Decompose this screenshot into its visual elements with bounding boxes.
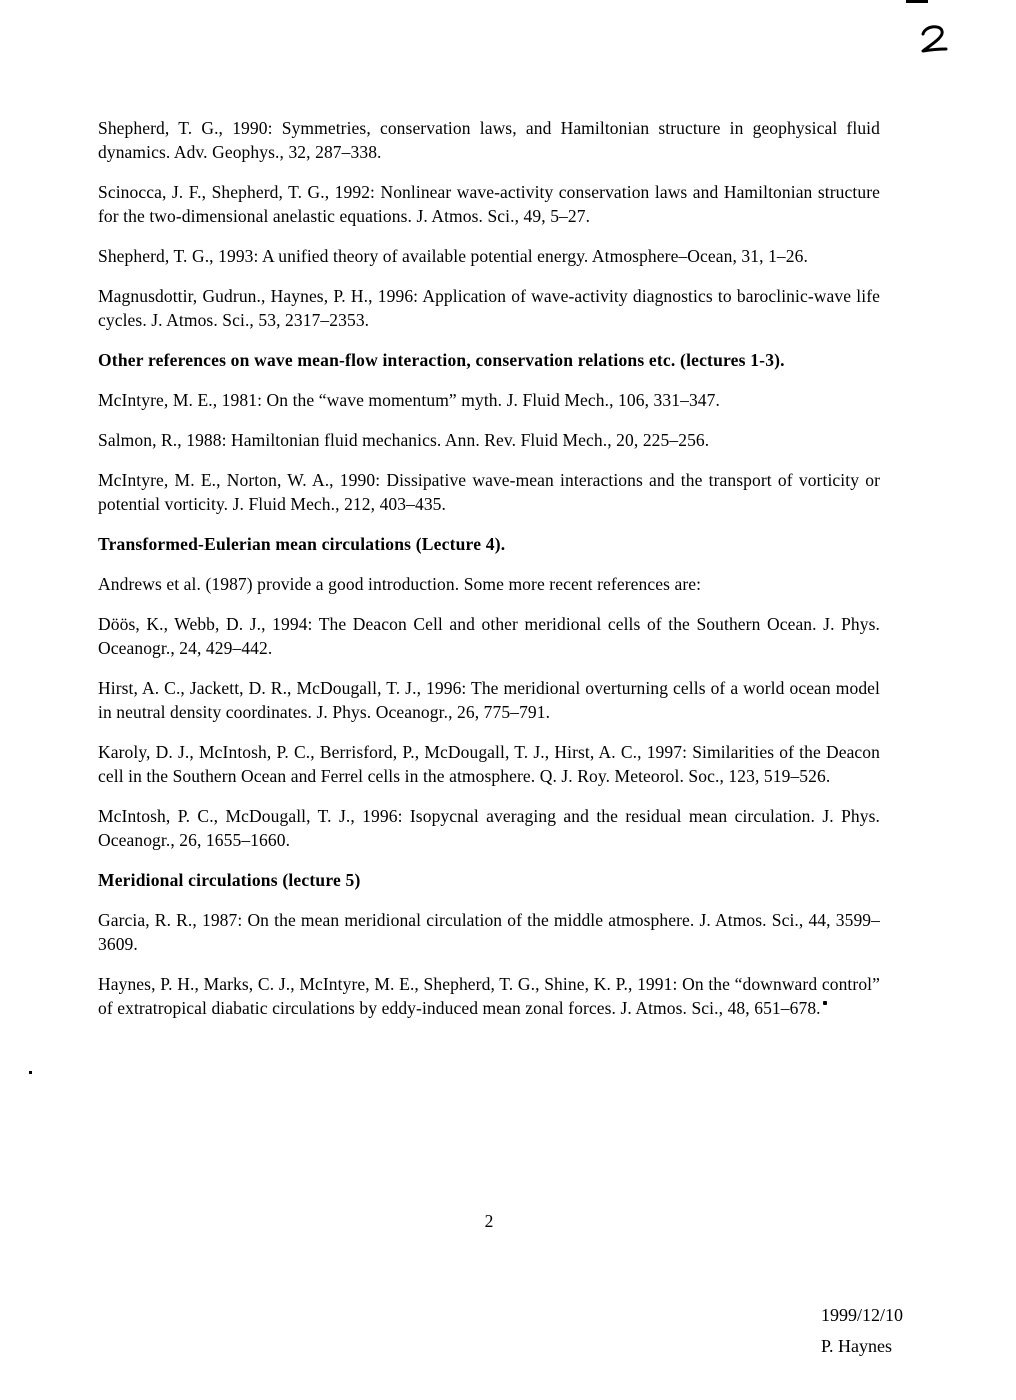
page-number: 2	[484, 1211, 494, 1231]
scan-artifact-speck	[29, 1071, 32, 1074]
handwritten-page-number	[916, 22, 954, 65]
reference-entry: Shepherd, T. G., 1993: A unified theory of available potential energy. Atmosphere–Ocean, 31, 1–26.	[98, 246, 808, 266]
scan-artifact-top-tick	[906, 0, 928, 3]
reference-list	[98, 116, 880, 1036]
reference-entry: Döös, K., Webb, D. J., 1994: The Deacon Cell and other meridional cells of the Southern Ocean. J. Phys. Oceanogr., 24, 429–442.	[98, 614, 880, 658]
reference-entry: Magnusdottir, Gudrun., Haynes, P. H., 1996: Application of wave-activity diagnostics to baroclinic-wave life cycles. J. Atmos. Sci., 53, 2317–2353.	[98, 286, 880, 330]
reference-entry: Salmon, R., 1988: Hamiltonian fluid mechanics. Ann. Rev. Fluid Mech., 20, 225–256.	[98, 430, 710, 450]
reference-entry: McIntyre, M. E., 1981: On the “wave momentum” myth. J. Fluid Mech., 106, 331–347.	[98, 390, 720, 410]
reference-entry: Scinocca, J. F., Shepherd, T. G., 1992: Nonlinear wave-activity conservation laws and Hamiltonian structure for the two-dimensional anelastic equations. J. Atmos. Sci., 49, 5–27.	[98, 182, 880, 226]
reference-entry: Hirst, A. C., Jackett, D. R., McDougall, T. J., 1996: The meridional overturning cells of a world ocean model in neutral density coordinates. J. Phys. Oceanogr., 26, 775–791.	[98, 678, 880, 722]
section-heading-other-references: Other references on wave mean-flow interaction, conservation relations etc. (lectures 1-3).	[98, 350, 785, 370]
handwritten-2-glyph	[916, 22, 954, 60]
section-heading-meridional-circulations: Meridional circulations (lecture 5)	[98, 870, 361, 890]
reference-entry: Garcia, R. R., 1987: On the mean meridional circulation of the middle atmosphere. J. Atmos. Sci., 44, 3599–3609.	[98, 910, 880, 954]
reference-entry: Karoly, D. J., McIntosh, P. C., Berrisford, P., McDougall, T. J., Hirst, A. C., 1997: Similarities of the Deacon cell in the Southern Ocean and Ferrel cells in the atmosphere. Q. J. Roy. Meteorol. Soc., 123, 519–526.	[98, 742, 880, 786]
footer-date: 1999/12/10	[821, 1305, 904, 1325]
reference-entry: McIntosh, P. C., McDougall, T. J., 1996: Isopycnal averaging and the residual mean circulation. J. Phys. Oceanogr., 26, 1655–1660.	[98, 806, 880, 850]
section-heading-transformed-eulerian: Transformed-Eulerian mean circulations (Lecture 4).	[98, 534, 506, 554]
footer	[821, 1300, 903, 1362]
intro-sentence: Andrews et al. (1987) provide a good introduction. Some more recent references are:	[98, 574, 702, 594]
footer-author: P. Haynes	[821, 1336, 892, 1356]
reference-entry: McIntyre, M. E., Norton, W. A., 1990: Dissipative wave-mean interactions and the transport of vorticity or potential vorticity. J. Fluid Mech., 212, 403–435.	[98, 470, 880, 514]
reference-entry: Haynes, P. H., Marks, C. J., McIntyre, M. E., Shepherd, T. G., Shine, K. P., 1991: On the “downward control” of extratropical diabatic circulations by eddy-induced mean zonal forces. J. Atmos. Sci., 48, 651–678.	[98, 974, 880, 1018]
reference-entry: Shepherd, T. G., 1990: Symmetries, conservation laws, and Hamiltonian structure in geophysical fluid dynamics. Adv. Geophys., 32, 287–338.	[98, 118, 880, 162]
